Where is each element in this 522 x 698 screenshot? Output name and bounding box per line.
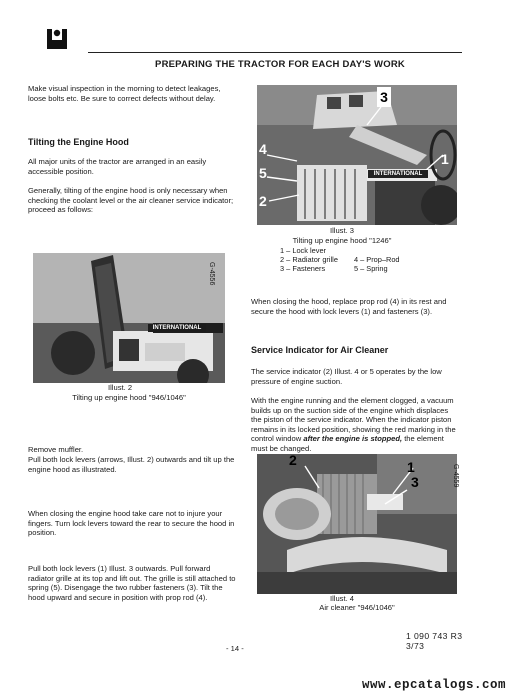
illustration-3-brand: INTERNATIONAL	[368, 170, 428, 178]
header-rule	[88, 52, 462, 53]
illustration-4-caption: Air cleaner "946/1046"	[319, 603, 395, 612]
illustration-4-callout-1: 1	[407, 459, 415, 475]
step-closing-hood: When closing the engine hood take care not to injure your fingers. Turn lock levers toward the rear to secure the hood in position.	[28, 509, 235, 538]
paragraph-service-indicator: The service indicator (2) Illust. 4 or 5 operates by the low pressure of engine suction.	[251, 367, 442, 386]
legend-row	[280, 255, 406, 264]
illustration-3-callout-5: 5	[259, 165, 267, 181]
document-date: 3/73	[406, 641, 425, 651]
illustration-2-label: Illust. 2	[108, 383, 133, 392]
illustration-4-photo	[257, 454, 457, 594]
legend-row	[280, 264, 406, 273]
illustration-2-brand: INTERNATIONAL	[148, 324, 206, 332]
illustration-3-callout-1: 1	[441, 151, 449, 167]
watermark-link[interactable]: www.epcatalogs.com	[361, 678, 506, 692]
step-pull-lock-levers: Pull both lock levers (arrows, Illust. 2) outwards and tilt up the engine hood as illustrated.	[28, 455, 235, 474]
paragraph-closing-hood: When closing the hood, replace prop rod (4) in its rest and secure the hood with lock levers (1) and fasteners (3).	[251, 297, 447, 316]
illustration-2-caption: Tilting up engine hood "946/1046"	[72, 393, 186, 402]
legend-row	[280, 246, 406, 255]
illustration-2-photo	[33, 253, 225, 383]
step-illust3-procedure: Pull both lock levers (1) Illust. 3 outwards. Pull forward radiator grille at its top and lift out. The grille is still attached to spring (5). Disengage the two rubber fasteners (3). Tilt the hood upward and secure in position with prop rod (4).	[28, 564, 236, 602]
legend-item: 2 – Radiator grille	[280, 255, 338, 264]
page-number: - 14 -	[226, 644, 244, 653]
intro-paragraph: Make visual inspection in the morning to detect leakages, loose bolts etc. Be sure to correct defects without delay.	[28, 84, 221, 103]
illustration-4-callout-2: 2	[289, 452, 297, 468]
paragraph-emphasis: after the engine is stopped,	[303, 434, 403, 444]
illustration-4-callout-3: 3	[411, 474, 419, 490]
illustration-3-label: Illust. 3	[329, 226, 355, 235]
illustration-3-caption: Tilting up engine hood "1246"	[292, 236, 392, 245]
paragraph-text-end: the element must be changed.	[251, 434, 444, 453]
illustration-2-code: G-4556	[208, 262, 215, 286]
illustration-3-callout-2: 2	[259, 193, 267, 209]
section-heading-tilting: Tilting the Engine Hood	[28, 137, 129, 147]
illustration-3-legend	[280, 246, 406, 273]
paragraph-units: All major units of the tractor are arranged in an easily accessible position.	[28, 157, 207, 176]
paragraph-engine-running	[251, 396, 457, 454]
section-heading-service-indicator: Service Indicator for Air Cleaner	[251, 345, 389, 355]
illustration-3-callout-3: 3	[377, 87, 391, 107]
illustration-3-callout-4: 4	[259, 141, 267, 157]
legend-item: 4 – Prop–Rod	[353, 255, 400, 264]
ih-logo-icon	[44, 26, 70, 52]
step-remove-muffler: Remove muffler.	[28, 445, 84, 454]
legend-item: 1 – Lock lever	[280, 246, 327, 255]
paragraph-generally: Generally, tilting of the engine hood is only necessary when checking the coolant level or the air cleaner service indicator; proceed as follows:	[28, 186, 234, 215]
illustration-4-code: G-4559	[452, 464, 459, 488]
paragraph-text-start: With the engine running and the element clogged, a vacuum builds up on the suction side of the engine which displaces the piston of the service indicator. When the indicator piston remains in its locked position, showing the red marking in the control window	[251, 396, 456, 444]
document-number	[406, 631, 462, 651]
page-title: PREPARING THE TRACTOR FOR EACH DAY'S WORK	[155, 59, 405, 70]
legend-item: 3 – Fasteners	[280, 264, 326, 273]
document-number-code: 1 090 743 R3	[406, 631, 463, 641]
illustration-3-photo	[257, 85, 457, 225]
illustration-4-label: Illust. 4	[329, 594, 355, 603]
legend-item	[344, 246, 406, 255]
legend-item: 5 – Spring	[353, 264, 388, 273]
